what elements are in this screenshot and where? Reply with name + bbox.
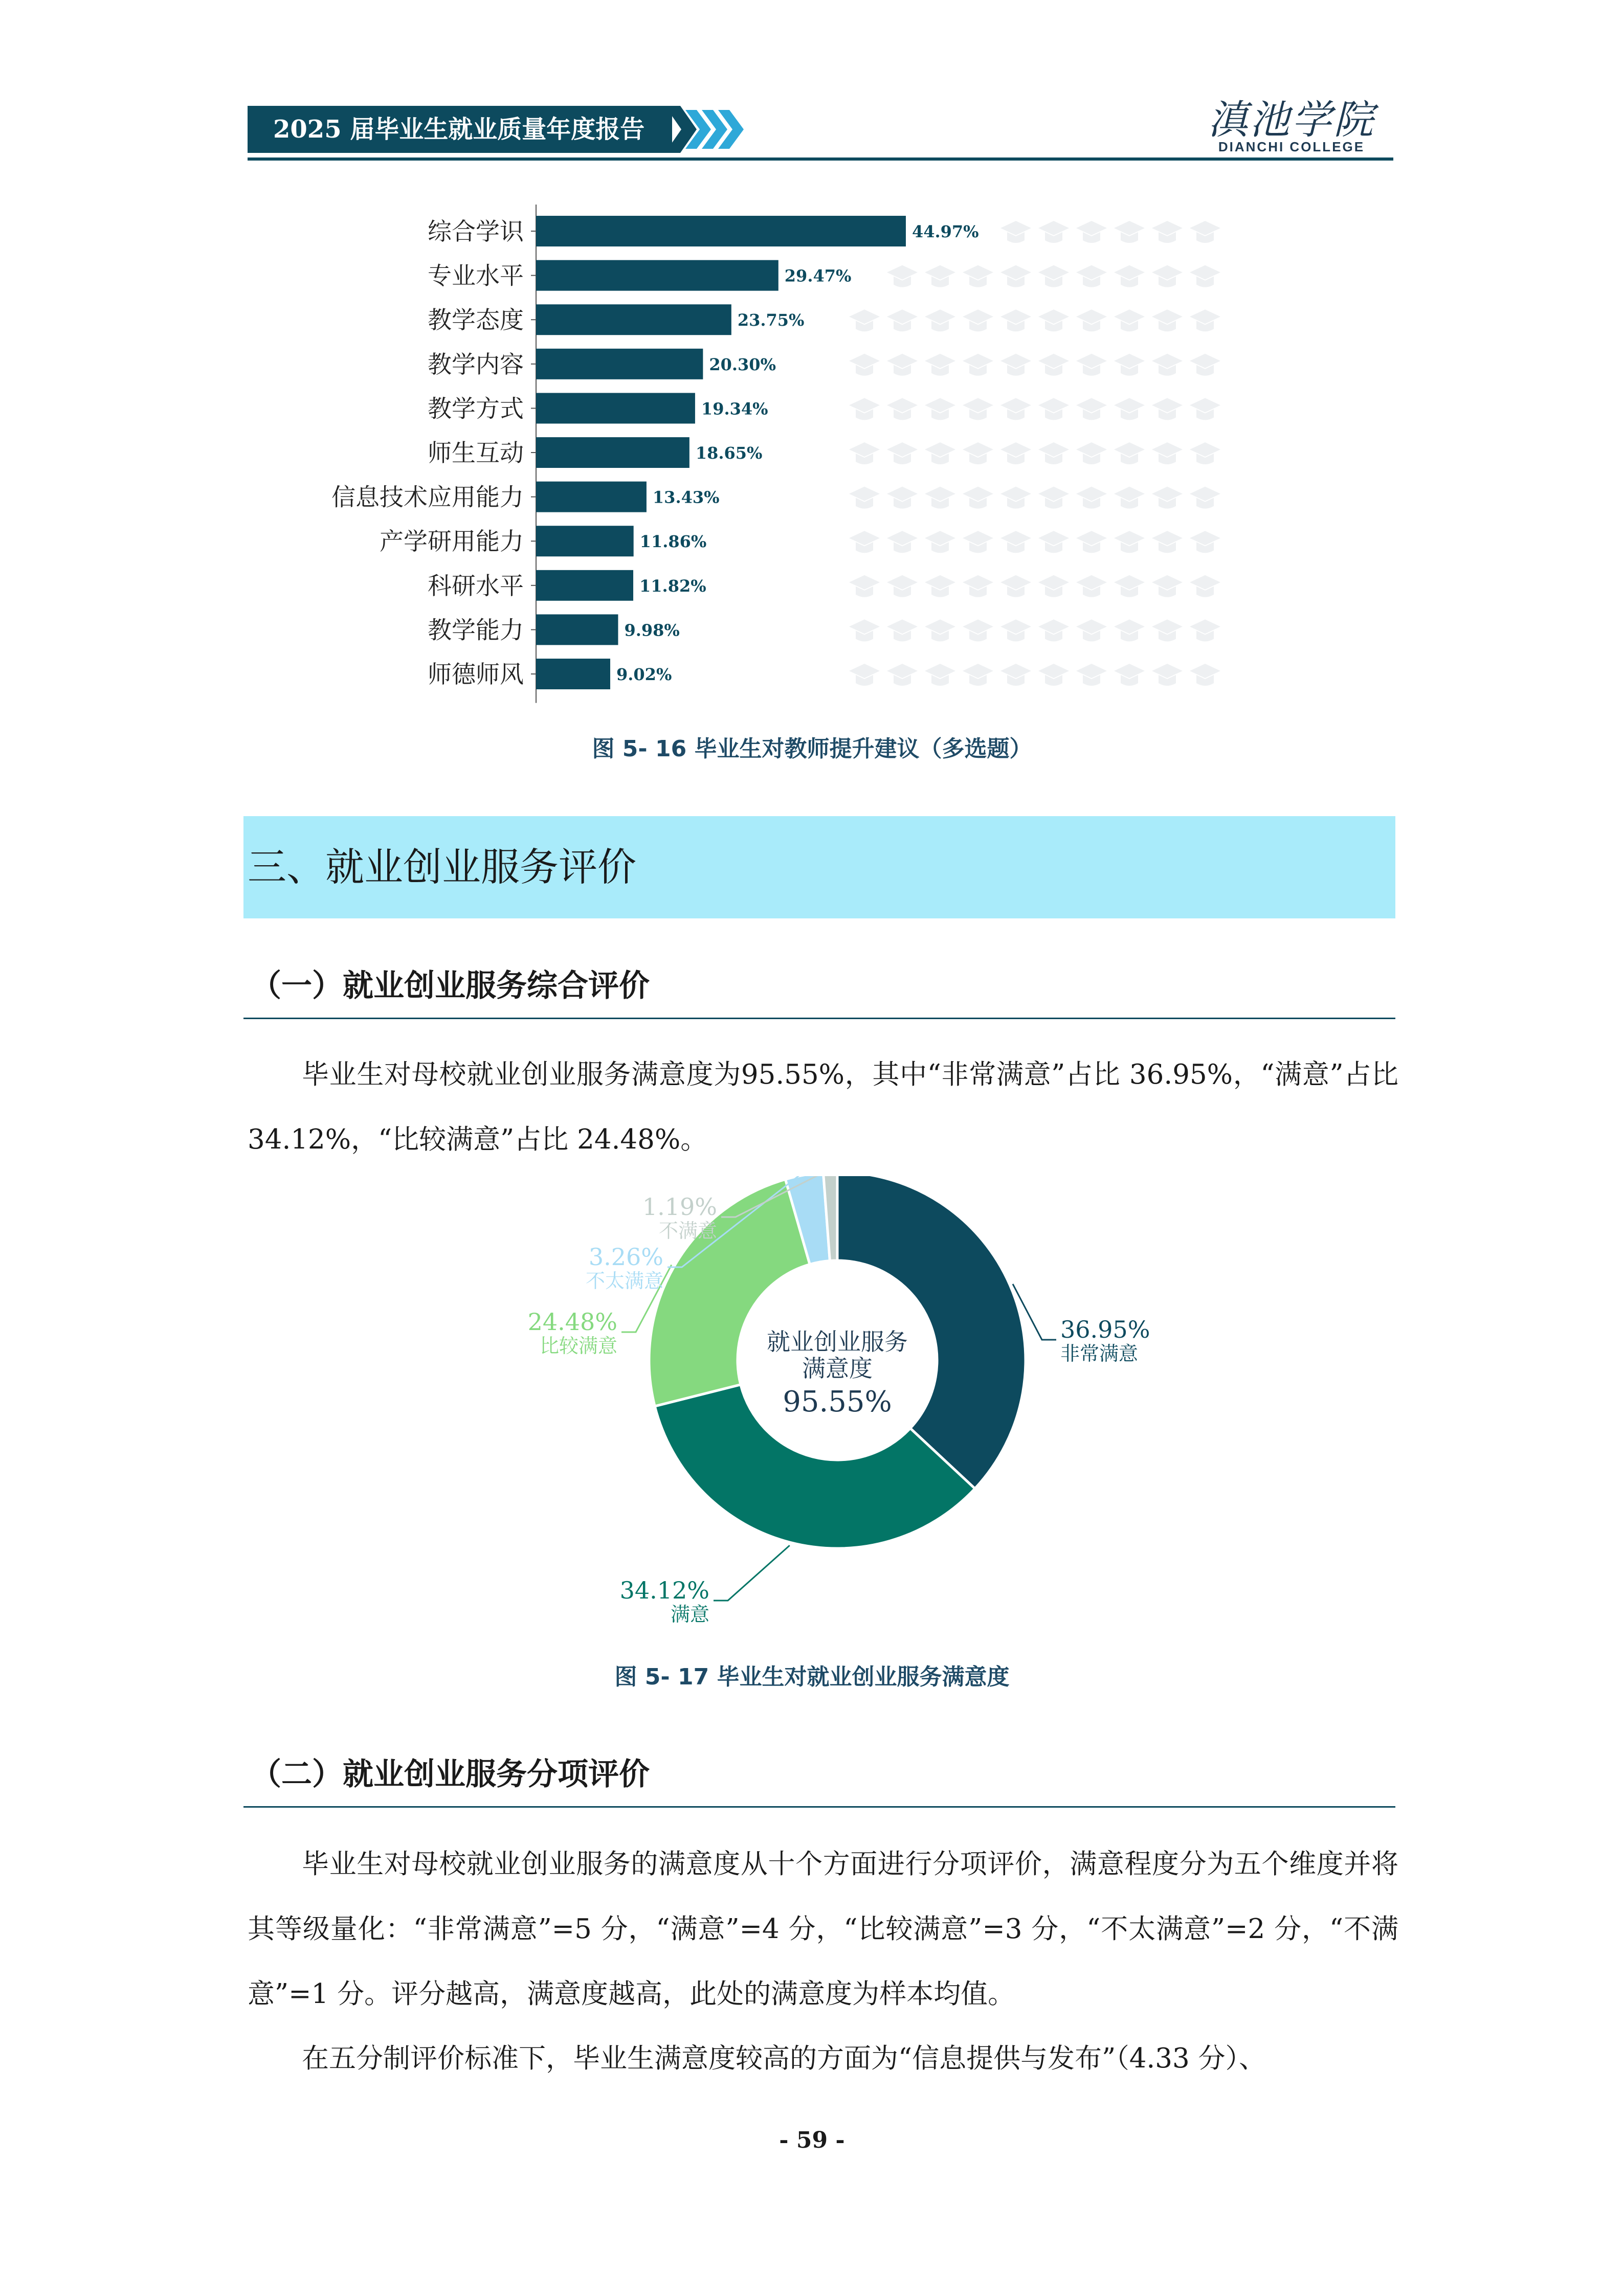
graduation-cap-icon: [1114, 265, 1145, 287]
donut-value-label: 24.48%: [527, 1308, 617, 1336]
graduation-cap-icon: [1076, 575, 1107, 597]
graduation-cap-icon: [1038, 619, 1069, 641]
graduation-cap-icon: [1000, 354, 1031, 376]
bar-value-label: 20.30%: [709, 354, 776, 374]
graduation-cap-icon: [1076, 531, 1107, 553]
graduation-cap-icon: [1152, 442, 1183, 464]
graduation-cap-icon: [849, 398, 880, 420]
donut-center-label: 就业创业服务: [767, 1328, 908, 1356]
graduation-cap-icon: [1190, 309, 1220, 331]
subheading-itemized: （二）就业创业服务分项评价: [251, 1757, 650, 1792]
graduation-cap-icon: [1114, 619, 1145, 641]
graduation-cap-icon: [1190, 221, 1220, 243]
graduation-cap-icon: [1114, 531, 1145, 553]
bar: [536, 482, 647, 512]
graduation-cap-icon: [1038, 398, 1069, 420]
graduation-cap-icon: [1000, 664, 1031, 686]
bar-value-label: 44.97%: [911, 222, 979, 241]
graduation-cap-icon: [849, 664, 880, 686]
page-number: - 59 -: [779, 2127, 845, 2153]
graduation-cap-icon: [1038, 354, 1069, 376]
bar: [536, 260, 778, 291]
graduation-cap-icon: [849, 531, 880, 553]
graduation-cap-icon: [1152, 398, 1183, 420]
graduation-cap-icon: [1114, 575, 1145, 597]
donut-value-label: 36.95%: [1060, 1316, 1150, 1343]
bar-category-label: 综合学识: [428, 218, 524, 246]
figure-caption-5-17: 图 5- 17 毕业生对就业创业服务满意度: [614, 1664, 1010, 1690]
graduation-cap-icon: [1038, 265, 1069, 287]
graduation-cap-icon: [1076, 442, 1107, 464]
graduation-cap-icon: [887, 309, 918, 331]
college-logo-english: DIANCHI COLLEGE: [1218, 139, 1365, 154]
graduation-cap-icon: [963, 442, 993, 464]
bar-category-label: 教学态度: [428, 306, 524, 335]
graduation-cap-icon: [1000, 575, 1031, 597]
graduation-cap-icon: [1152, 575, 1183, 597]
bar-value-label: 13.43%: [652, 487, 720, 507]
graduation-cap-icon: [925, 398, 955, 420]
bar-category-label: 产学研用能力: [380, 528, 524, 556]
graduation-cap-icon: [1038, 221, 1069, 243]
graduation-cap-icon: [963, 398, 993, 420]
graduation-cap-icon: [1190, 265, 1220, 287]
graduation-cap-icon: [1190, 487, 1220, 509]
graduation-cap-icon: [887, 619, 918, 641]
donut-category-label: 不太满意: [585, 1270, 663, 1292]
graduation-cap-icon: [963, 265, 993, 287]
graduation-cap-icon: [963, 664, 993, 686]
graduation-cap-icon: [963, 487, 993, 509]
graduation-cap-icon: [1190, 531, 1220, 553]
bar-value-label: 19.34%: [701, 399, 768, 419]
employment-service-satisfaction-donut: [0, 1176, 1624, 1636]
graduation-cap-icon: [1114, 487, 1145, 509]
donut-category-label: 不满意: [658, 1220, 717, 1242]
bar: [536, 393, 695, 423]
donut-category-label: 比较满意: [539, 1335, 617, 1357]
graduation-cap-icon: [1152, 531, 1183, 553]
graduation-cap-icon: [925, 265, 955, 287]
graduation-cap-icon: [1190, 398, 1220, 420]
graduation-cap-icon: [849, 354, 880, 376]
graduation-cap-icon: [925, 487, 955, 509]
donut-center-label: 满意度: [802, 1355, 873, 1382]
bar: [536, 304, 731, 335]
bar-category-label: 专业水平: [428, 262, 524, 290]
graduation-cap-icon: [1190, 664, 1220, 686]
graduation-cap-icon: [1038, 531, 1069, 553]
subheading-rule: [243, 1806, 1395, 1808]
graduation-cap-icon: [1190, 619, 1220, 641]
graduation-cap-icon: [1000, 398, 1031, 420]
graduation-cap-icon: [1076, 664, 1107, 686]
graduation-cap-icon: [849, 309, 880, 331]
graduation-cap-icon: [925, 619, 955, 641]
graduation-cap-icon: [887, 398, 918, 420]
graduation-cap-icon: [887, 354, 918, 376]
bar-category-label: 信息技术应用能力: [331, 483, 524, 512]
subheading-overall: （一）就业创业服务综合评价: [251, 968, 650, 1004]
graduation-cap-icon: [963, 531, 993, 553]
graduation-cap-icon: [1000, 531, 1031, 553]
graduation-cap-icon: [1114, 354, 1145, 376]
donut-value-label: 34.12%: [619, 1577, 709, 1604]
bar-value-label: 18.65%: [695, 443, 763, 463]
donut-value-label: 3.26%: [588, 1243, 663, 1271]
bar-category-label: 教学内容: [428, 350, 524, 379]
graduation-cap-icon: [1190, 442, 1220, 464]
graduation-cap-icon: [1076, 487, 1107, 509]
bar: [536, 570, 633, 601]
graduation-cap-icon: [1114, 221, 1145, 243]
graduation-cap-icon: [887, 531, 918, 553]
graduation-cap-icon: [1114, 664, 1145, 686]
graduation-cap-icon: [1190, 354, 1220, 376]
graduation-cap-icon: [1152, 354, 1183, 376]
donut-category-label: 非常满意: [1060, 1342, 1139, 1365]
donut-leader-line: [714, 1545, 790, 1601]
graduation-cap-icon: [887, 575, 918, 597]
graduation-cap-icon: [1152, 664, 1183, 686]
bar-category-label: 教学方式: [428, 395, 524, 423]
graduation-cap-icon: [1076, 221, 1107, 243]
graduation-cap-icon: [925, 309, 955, 331]
graduation-cap-icon: [849, 487, 880, 509]
graduation-cap-icon: [1000, 619, 1031, 641]
graduation-cap-icon: [1038, 487, 1069, 509]
graduation-cap-icon: [1038, 309, 1069, 331]
bar-category-label: 师生互动: [428, 439, 524, 467]
chevron-arrows-icon: [665, 106, 747, 153]
bar-value-label: 23.75%: [737, 310, 805, 330]
graduation-cap-icon: [1152, 487, 1183, 509]
graduation-cap-icon: [1038, 575, 1069, 597]
graduation-cap-icon: [1152, 221, 1183, 243]
graduation-cap-icon: [925, 531, 955, 553]
graduation-cap-icon: [963, 309, 993, 331]
bar-category-label: 教学能力: [428, 616, 524, 645]
bar-category-label: 师德师风: [428, 661, 524, 689]
graduation-cap-icon: [1076, 265, 1107, 287]
bar-value-label: 29.47%: [784, 266, 852, 286]
paragraph-overall: 毕业生对母校就业创业服务满意度为95.55%，其中“非常满意”占比 36.95%，“满意”占比 34.12%，“比较满意”占比 24.48%。: [248, 1059, 1398, 1155]
graduation-cap-icon: [1000, 487, 1031, 509]
donut-category-label: 满意: [670, 1603, 709, 1626]
graduation-cap-icon: [1152, 619, 1183, 641]
bar-category-label: 科研水平: [428, 572, 524, 600]
donut-value-label: 1.19%: [642, 1193, 717, 1221]
graduation-cap-icon: [925, 575, 955, 597]
graduation-cap-icon: [1000, 265, 1031, 287]
paragraph-ranking: 在五分制评价标准下，毕业生满意度较高的方面为“信息提供与发布”（4.33 分）、: [302, 2043, 1266, 2074]
bar: [536, 437, 689, 468]
graduation-cap-icon: [925, 354, 955, 376]
graduation-cap-icon: [1114, 398, 1145, 420]
paragraph-itemized: 毕业生对母校就业创业服务的满意度从十个方面进行分项评价，满意程度分为五个维度并将其等级量化：“非常满意”=5 分，“满意”=4 分，“比较满意”=3 分，“不太满意”=2 分，“不满意”=1 分。评分越高，满意度越高，此处的满意度为样本均值。: [248, 1849, 1398, 2010]
bar-value-label: 9.02%: [616, 665, 672, 684]
graduation-cap-icon: [1076, 619, 1107, 641]
graduation-cap-icon: [1152, 309, 1183, 331]
bar: [536, 526, 634, 556]
graduation-cap-icon: [1114, 442, 1145, 464]
graduation-cap-icon: [1190, 575, 1220, 597]
report-title: 2025 届毕业生就业质量年度报告: [273, 115, 645, 144]
teacher-improvement-bar-chart: [0, 205, 1624, 706]
graduation-cap-icon: [849, 619, 880, 641]
graduation-cap-icon: [887, 487, 918, 509]
graduation-cap-icon: [1000, 221, 1031, 243]
section-title: 三、就业创业服务评价: [248, 844, 636, 890]
graduation-cap-icon: [1038, 664, 1069, 686]
graduation-cap-icon: [887, 664, 918, 686]
graduation-cap-icon: [1152, 265, 1183, 287]
subheading-rule: [243, 1018, 1395, 1019]
graduation-cap-icon: [849, 575, 880, 597]
graduation-cap-icon: [963, 619, 993, 641]
header-rule: [248, 157, 1393, 161]
bar: [536, 349, 703, 379]
graduation-cap-icon: [1076, 398, 1107, 420]
donut-center-value: 95.55%: [783, 1385, 892, 1419]
graduation-cap-icon: [1038, 442, 1069, 464]
graduation-cap-icon: [1000, 309, 1031, 331]
bar-value-label: 11.82%: [639, 576, 706, 596]
bar: [536, 659, 610, 689]
graduation-cap-icon: [1000, 442, 1031, 464]
bar-value-label: 9.98%: [624, 620, 680, 640]
graduation-cap-icon: [925, 442, 955, 464]
graduation-cap-icon: [1076, 309, 1107, 331]
graduation-cap-icon: [963, 575, 993, 597]
college-logo: 滇池学院: [1207, 97, 1375, 143]
graduation-cap-icon: [887, 442, 918, 464]
graduation-cap-icon: [925, 664, 955, 686]
bar-value-label: 11.86%: [639, 532, 707, 552]
graduation-cap-icon: [887, 265, 918, 287]
bar: [536, 216, 906, 246]
graduation-cap-icon: [849, 442, 880, 464]
bar: [536, 614, 618, 645]
graduation-cap-icon: [963, 354, 993, 376]
graduation-cap-icon: [1076, 354, 1107, 376]
figure-caption-5-16: 图 5- 16 毕业生对教师提升建议（多选题）: [592, 736, 1032, 762]
graduation-cap-icon: [1114, 309, 1145, 331]
